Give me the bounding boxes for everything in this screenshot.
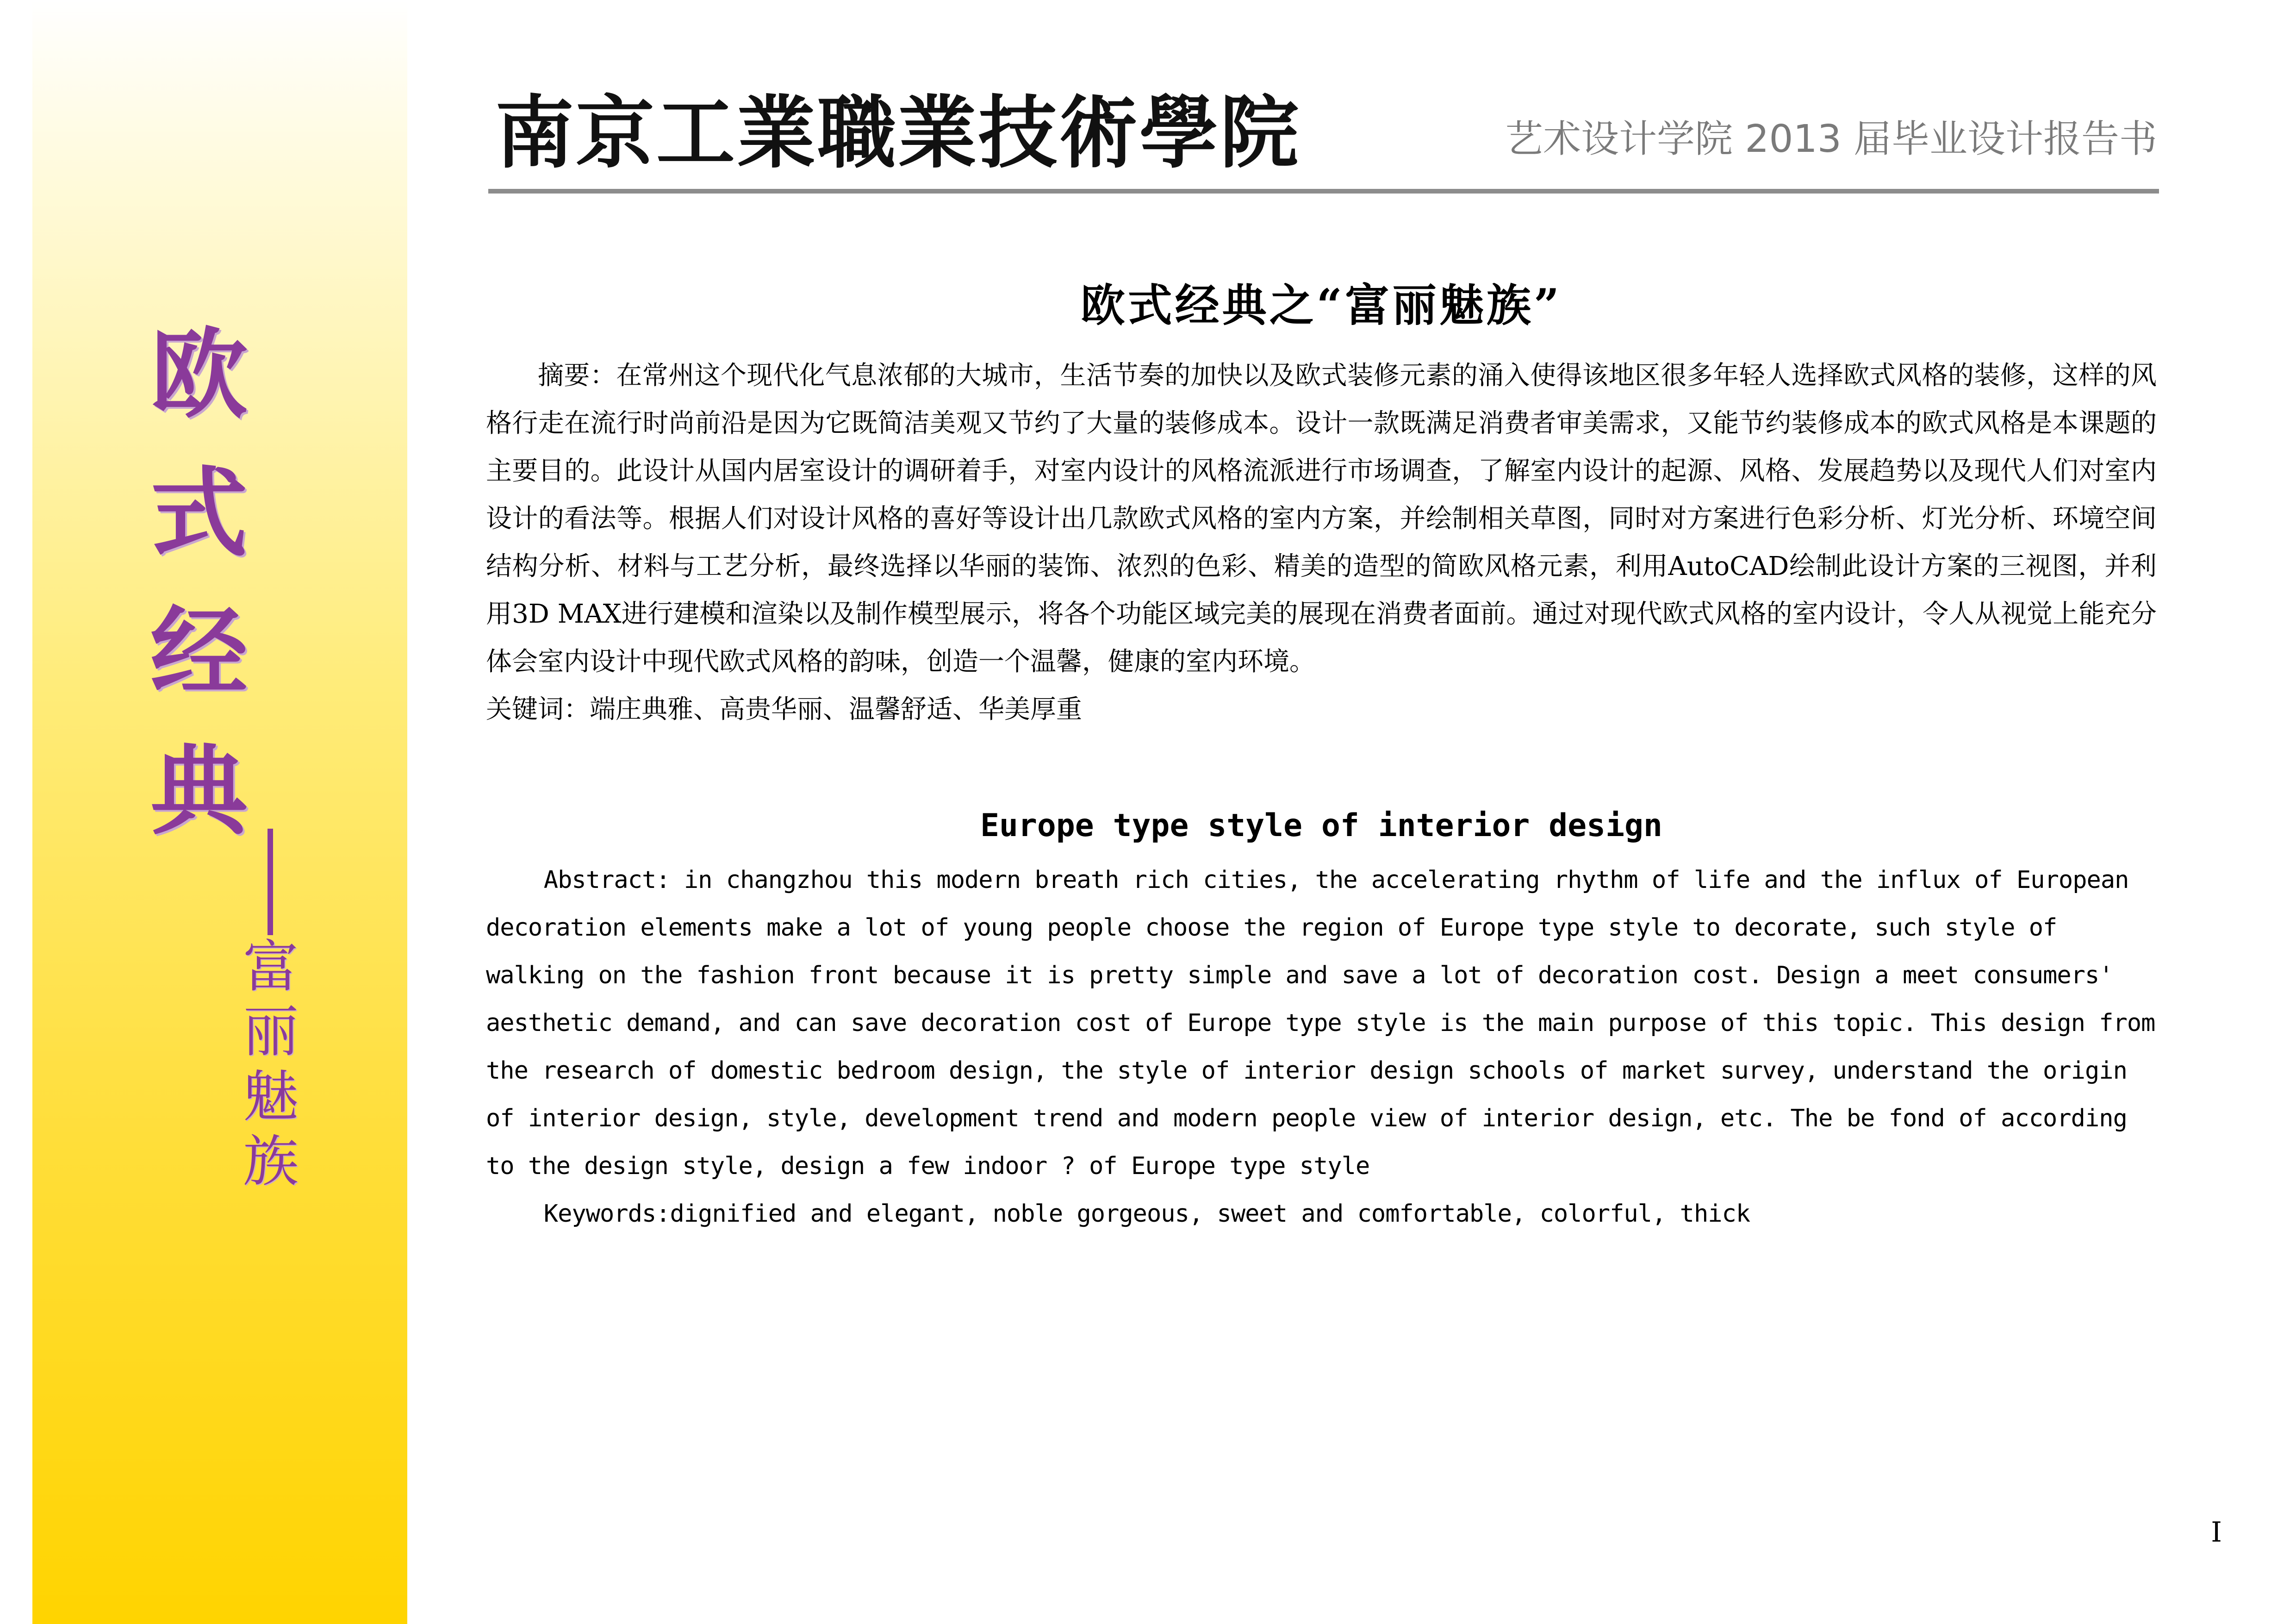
english-keywords: Keywords:dignified and elegant, noble gorgeous, sweet and comfortable, colorful, thick bbox=[543, 1200, 1750, 1228]
side-title-char: 式 bbox=[150, 457, 248, 570]
side-subtitle bbox=[236, 935, 305, 1194]
side-title-char: 经 bbox=[150, 596, 248, 709]
report-label: 艺术设计学院 2013 届毕业设计报告书 bbox=[1505, 117, 2157, 161]
main-content bbox=[486, 259, 2157, 1238]
side-subtitle-char: 族 bbox=[243, 1130, 299, 1194]
side-subtitle-char: 富 bbox=[243, 935, 299, 999]
side-title bbox=[148, 306, 250, 861]
side-dash-divider bbox=[268, 829, 273, 935]
chinese-title: 欧式经典之“富丽魅族” bbox=[1080, 279, 1562, 331]
side-subtitle-char: 丽 bbox=[243, 1000, 299, 1064]
side-subtitle-char: 魅 bbox=[243, 1065, 299, 1129]
chinese-keywords: 关键词：端庄典雅、高贵华丽、温馨舒适、华美厚重 bbox=[486, 694, 1082, 725]
school-name-logo: 南京工業職業技術學院 bbox=[495, 87, 1301, 179]
side-title-char: 典 bbox=[150, 735, 248, 848]
side-title-char: 欧 bbox=[150, 318, 248, 431]
chinese-abstract: 摘要：在常州这个现代化气息浓郁的大城市，生活节奏的加快以及欧式装修元素的涌入使得该地区很多年轻人选择欧式风格的装修，这样的风格行走在流行时尚前沿是因为它既简洁美观又节约了大量的装修成本。设计一款既满足消费者审美需求，又能节约装修成本的欧式风格是本课题的主要目的。此设计从国内居室设计的调研着手，对室内设计的风格流派进行市场调查，了解室内设计的起源、风格、发展趋势以及现代人们对室内设计的看法等。根据人们对设计风格的喜好等设计出几款欧式风格的室内方案，并绘制相关草图，同时对方案进行色彩分析、灯光分析、环境空间结构分析、材料与工艺分析，最终选择以华丽的装饰、浓烈的色彩、精美的造型的简欧风格元素，利用AutoCAD绘制此设计方案的三视图，并利用3D MAX进行建模和渲染以及制作模型展示，将各个功能区域完美的展现在消费者面前。通过对现代欧式风格的室内设计，令人从视觉上能充分体会室内设计中现代欧式风格的韵味，创造一个温馨，健康的室内环境。 bbox=[486, 361, 2157, 677]
header-divider bbox=[488, 189, 2159, 194]
english-title: Europe type style of interior design bbox=[980, 807, 1662, 844]
page-number: I bbox=[2211, 1516, 2222, 1549]
english-abstract: Abstract: in changzhou this modern breath rich cities, the accelerating rhythm of life and the influx of European decoration elements make a lot of young people choose the region of Europe type style to decorate, such style of walking on the fashion front because it is pretty simple and save a lot of decoration cost. Design a meet consumers' aesthetic demand, and can save decoration cost of Europe type style is the main purpose of this topic. This design from the research of domestic bedroom design, the style of interior design schools of market survey, understand the origin of interior design, style, development trend and modern people view of interior design, etc. The be fond of according to the design style, design a few indoor ? of Europe type style bbox=[486, 866, 2155, 1180]
